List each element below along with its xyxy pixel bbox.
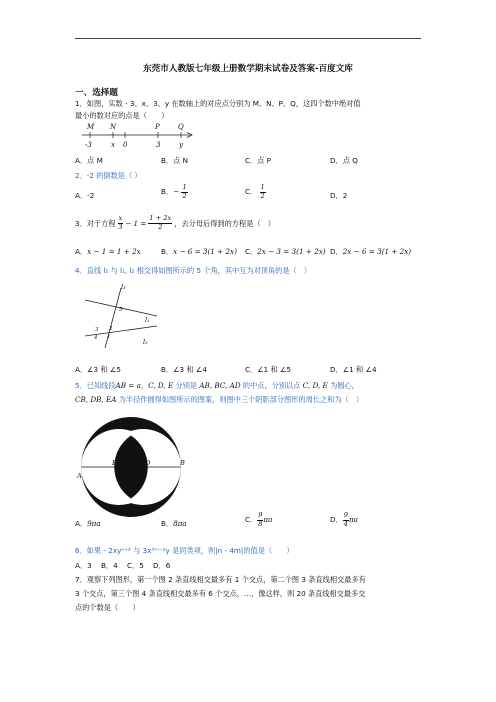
q4-option-c[interactable]: C．∠1 和 ∠5	[245, 365, 291, 374]
q5-line1-comma: ，	[140, 381, 149, 390]
q2-option-b-fraction	[181, 184, 187, 200]
option-math: x − 1 = 1 + 2x	[87, 247, 141, 256]
header-rule	[75, 38, 421, 39]
q7-line3: 点的个数是（ ）	[75, 603, 140, 612]
q6-stem: 6．如果 - 2xyⁿ⁺² 与 3x³ᵐ⁻²y 是同类项，则|n - 4m|的值是（ ）	[75, 546, 294, 555]
point-label-d: D	[145, 459, 151, 467]
intersecting-lines-figure	[85, 280, 165, 352]
q6-option-c[interactable]: C．5	[127, 561, 144, 570]
q5-line1	[75, 381, 359, 390]
q5-line2	[75, 395, 363, 404]
option-label: C．	[245, 247, 258, 256]
fraction-numerator: x	[118, 214, 123, 222]
q3-eq-middle: − 1 =	[125, 218, 147, 228]
value-label-x: x	[111, 141, 115, 149]
q4-stem: 4．直线 l₁ 与 l₁, l₂ 相交得如图所示的 5 个角，其中互为对顶角的是（ ）	[75, 266, 312, 275]
q3-option-b[interactable]	[161, 247, 237, 257]
line-label-l3: l₃	[121, 283, 126, 291]
q5-segment-ab: AB = a	[115, 381, 141, 390]
q5-option-b[interactable]	[161, 519, 187, 529]
q3-option-a[interactable]	[75, 247, 141, 257]
q2-option-c-fraction	[260, 184, 266, 200]
q5-segments: AB, BC, AD	[199, 381, 241, 390]
q2-option-b[interactable]	[161, 184, 188, 200]
point-label-p: P	[155, 123, 160, 131]
point-label-c: C	[118, 459, 124, 467]
q7-line1: 7．观察下列图形，第一个图 2 条直线相交最多有 1 个交点，第二个图 3 条直线相交最多有	[75, 575, 366, 584]
angle-label-4: 4	[94, 335, 98, 341]
q6-option-d[interactable]: D．6	[153, 561, 171, 570]
q6-option-b[interactable]: B．4	[101, 561, 118, 570]
q2-option-b-sign: −	[173, 187, 180, 196]
value-label-0: 0	[123, 141, 128, 149]
point-label-b: B	[180, 459, 185, 467]
value-label-neg3: -3	[85, 141, 92, 149]
q5-line1-text: 的中点，分别以点	[240, 381, 303, 390]
option-label: A．	[75, 247, 88, 256]
fraction-denominator: 3	[118, 222, 123, 231]
angle-label-5: 5	[119, 307, 123, 313]
q6-option-a[interactable]: A．3	[75, 561, 92, 570]
fraction-numerator: 9	[258, 511, 263, 519]
q5-line2-text: 为半径作圆得如图所示的图案，则图中三个阴影部分图形的周长之和为（ ）	[116, 395, 364, 404]
fraction-numerator: 1	[182, 183, 187, 191]
q5-centers: C, D, E	[302, 381, 328, 390]
point-label-e: E	[112, 459, 117, 467]
option-label: D．	[330, 515, 343, 524]
value-label-3: 3	[156, 141, 161, 149]
line-label-l1: l₁	[145, 316, 150, 324]
q4-option-d[interactable]: D．∠1 和 ∠4	[330, 365, 377, 374]
fraction-denominator: 2	[182, 191, 187, 200]
fraction-denominator: 4	[343, 519, 348, 528]
q3-eq-left-fraction	[118, 215, 124, 231]
option-math: 8πa	[173, 519, 187, 528]
fraction-denominator: 2	[260, 191, 265, 200]
q3-stem	[75, 215, 275, 231]
q2-stem: 2．-2 的倒数是（ ）	[75, 171, 142, 180]
q1-line2: 最小的数对应的点是（ ）	[75, 111, 169, 120]
q2-option-c[interactable]	[245, 184, 266, 200]
point-label-m: M	[87, 123, 95, 131]
value-label-y: y	[179, 141, 183, 149]
point-label-a: A	[77, 472, 82, 480]
number-line-figure	[80, 122, 200, 154]
fraction-numerator: 9	[343, 511, 348, 519]
option-label: C．	[245, 515, 258, 524]
option-math: 9πa	[87, 519, 101, 528]
option-math: πa	[348, 515, 358, 524]
q3-option-c[interactable]	[245, 247, 326, 257]
fraction-denominator: 8	[258, 519, 263, 528]
angle-label-2: 2	[109, 326, 113, 332]
option-math: 2x − 3 = 3(1 + 2x)	[257, 247, 326, 256]
q5-option-a[interactable]	[75, 519, 101, 529]
section-heading: 一、选择题	[75, 88, 118, 98]
fraction-numerator: 1	[260, 183, 265, 191]
q5-radii: CB, DB, EA	[75, 395, 117, 404]
line-label-l2: l₂	[143, 338, 148, 346]
option-label: A．	[75, 519, 88, 528]
option-label: B．	[161, 247, 174, 256]
angle-label-1: 1	[107, 334, 111, 340]
fraction-denominator: 2	[158, 222, 163, 231]
point-label-n: N	[110, 123, 117, 131]
q2-option-c-label: C．	[245, 187, 258, 196]
q2-option-d[interactable]: D．2	[330, 191, 348, 200]
option-math: 2x − 6 = 3(1 + 2x)	[342, 247, 412, 256]
q3-eq-right-fraction	[148, 215, 172, 231]
document-title: 东莞市人教版七年级上册数学期末试卷及答案-百度文库	[143, 64, 353, 74]
q1-option-d[interactable]: D．点 Q	[330, 156, 358, 165]
q5-option-d[interactable]	[330, 512, 358, 528]
q1-option-a[interactable]: A．点 M	[75, 156, 103, 165]
option-math: x − 6 = 3(1 + 2x)	[173, 247, 237, 256]
q4-option-b[interactable]: B．∠3 和 ∠4	[161, 365, 207, 374]
q7-line2: 3 个交点，第三个图 4 条直线相交最多有 6 个交点，…，像这样，则 20 条直线相交最多交	[75, 589, 366, 598]
q3-stem-suffix: ，去分母后得到的方程是（ ）	[174, 218, 275, 228]
q1-option-b[interactable]: B．点 N	[161, 156, 188, 165]
fraction-numerator: 1 + 2x	[149, 214, 172, 222]
option-math: πa	[263, 515, 273, 524]
q2-option-a[interactable]: A．-2	[75, 191, 95, 200]
q5-midpoints: C, D, E	[148, 381, 174, 390]
q5-line1-suffix: 为圆心，	[327, 381, 359, 390]
circles-figure	[76, 412, 186, 522]
q4-option-a[interactable]: A．∠3 和 ∠5	[75, 365, 121, 374]
q3-option-d[interactable]	[330, 247, 411, 257]
angle-label-3: 3	[95, 327, 99, 333]
option-label: D．	[330, 247, 343, 256]
q2-option-b-label: B．	[161, 187, 174, 196]
q5-option-c[interactable]	[245, 512, 272, 528]
q5-line1-prefix: 5．已知线段	[75, 381, 116, 390]
point-label-q: Q	[178, 123, 184, 131]
q3-stem-prefix: 3．对于方程	[75, 218, 116, 228]
option-label: B．	[161, 519, 174, 528]
q1-option-c[interactable]: C．点 P	[245, 156, 272, 165]
q5-line1-mid: 分别是	[173, 381, 200, 390]
q1-line1: 1．如图，实数 - 3、x、3、y 在数轴上的对应点分别为 M、N、P、Q，这四个数中绝对值	[75, 99, 361, 108]
